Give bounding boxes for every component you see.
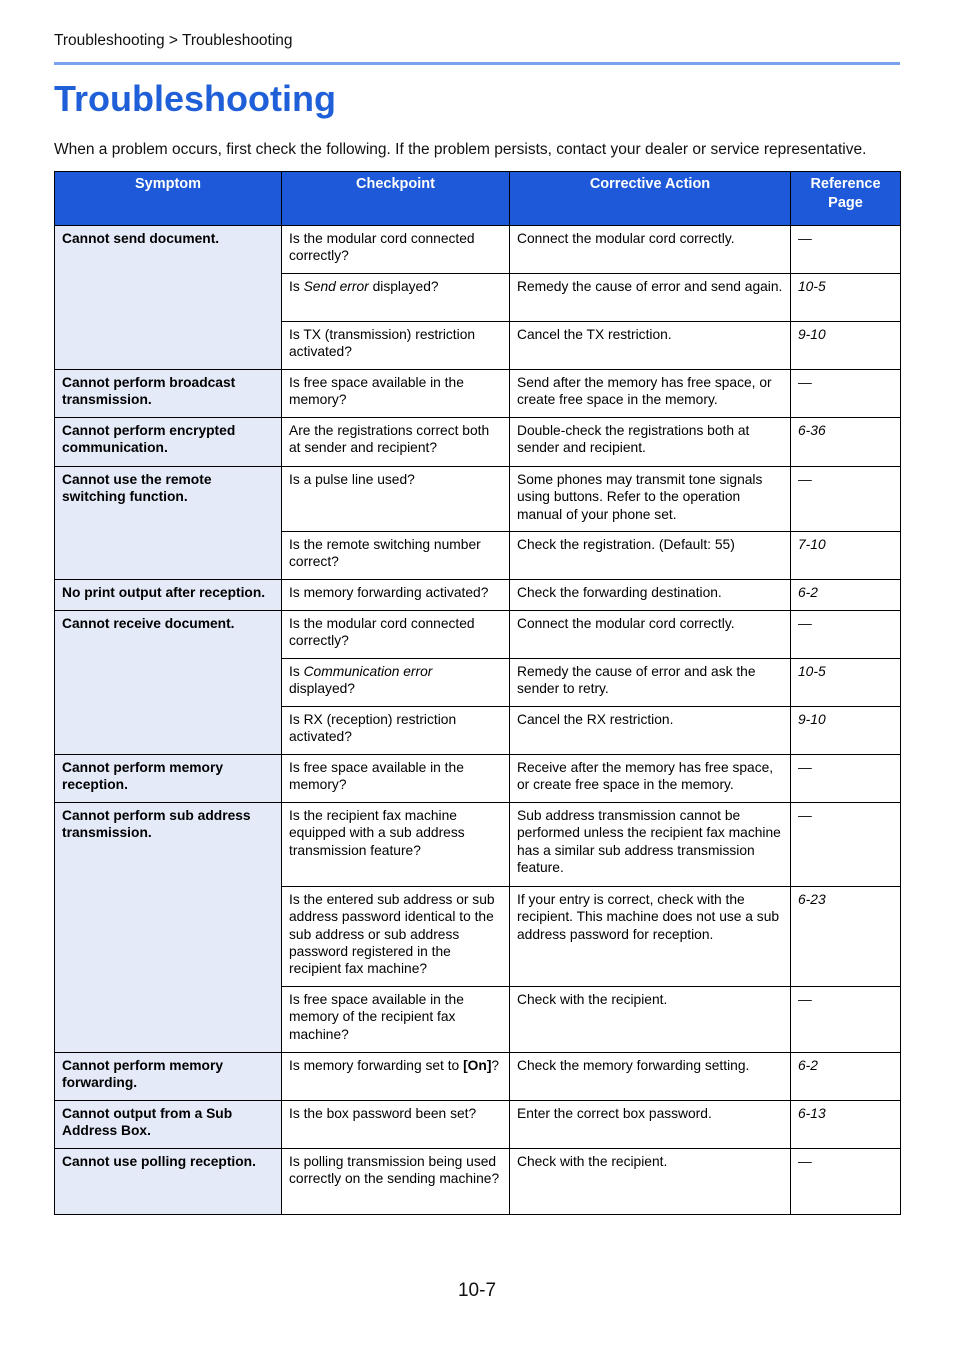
action-cell: Connect the modular cord correctly.: [510, 226, 791, 274]
troubleshooting-table: [54, 171, 901, 1215]
symptom-cell: Cannot receive document.: [55, 611, 282, 755]
checkpoint-cell: Is Send error displayed?: [282, 274, 510, 322]
action-cell: Check with the recipient.: [510, 987, 791, 1053]
table-row: [55, 467, 901, 532]
symptom-cell: Cannot perform memory reception.: [55, 755, 282, 803]
reference-cell: 6-2: [791, 1053, 901, 1101]
reference-cell: —: [791, 1149, 901, 1215]
symptom-cell: No print output after reception.: [55, 580, 282, 611]
action-cell: If your entry is correct, check with the recipient. This machine does not use a sub address password for reception.: [510, 887, 791, 987]
header-divider: [54, 62, 900, 65]
page-number: 10-7: [457, 1280, 497, 1301]
reference-cell: 10-5: [791, 659, 901, 707]
header-symptom: Symptom: [55, 172, 282, 226]
action-cell: Some phones may transmit tone signals using buttons. Refer to the operation manual of your phone set.: [510, 467, 791, 532]
intro-paragraph: When a problem occurs, first check the following. If the problem persists, contact your dealer or service representative.: [54, 141, 867, 158]
action-cell: Check the memory forwarding setting.: [510, 1053, 791, 1101]
table-row: [55, 418, 901, 467]
checkpoint-cell: Is Communication error displayed?: [282, 659, 510, 707]
action-cell: Double-check the registrations both at sender and recipient.: [510, 418, 791, 467]
checkpoint-cell: Is memory forwarding set to [On]?: [282, 1053, 510, 1101]
symptom-cell: Cannot perform encrypted communication.: [55, 418, 282, 467]
table-row: [55, 1149, 901, 1215]
action-cell: Cancel the TX restriction.: [510, 322, 791, 370]
symptom-cell: Cannot perform memory forwarding.: [55, 1053, 282, 1101]
page-title: Troubleshooting: [54, 78, 336, 119]
header-corrective-action: Corrective Action: [510, 172, 791, 226]
checkpoint-cell: Is a pulse line used?: [282, 467, 510, 532]
checkpoint-cell: Are the registrations correct both at sender and recipient?: [282, 418, 510, 467]
checkpoint-cell: Is free space available in the memory?: [282, 370, 510, 418]
table-row: [55, 755, 901, 803]
reference-cell: 7-10: [791, 532, 901, 580]
reference-cell: 6-2: [791, 580, 901, 611]
reference-cell: 6-23: [791, 887, 901, 987]
table-row: [55, 803, 901, 887]
breadcrumb: Troubleshooting > Troubleshooting: [54, 32, 293, 49]
reference-cell: 9-10: [791, 322, 901, 370]
checkpoint-cell: Is free space available in the memory of the recipient fax machine?: [282, 987, 510, 1053]
checkpoint-cell: Is the modular cord connected correctly?: [282, 611, 510, 659]
reference-cell: —: [791, 467, 901, 532]
reference-cell: —: [791, 755, 901, 803]
header-checkpoint: Checkpoint: [282, 172, 510, 226]
symptom-cell: Cannot use the remote switching function.: [55, 467, 282, 580]
symptom-cell: Cannot perform broadcast transmission.: [55, 370, 282, 418]
checkpoint-cell: Is the recipient fax machine equipped with a sub address transmission feature?: [282, 803, 510, 887]
table-header-row: [55, 172, 901, 226]
table-row: [55, 611, 901, 659]
table-row: [55, 370, 901, 418]
table-row: [55, 226, 901, 274]
symptom-cell: Cannot use polling reception.: [55, 1149, 282, 1215]
header-reference-page: Reference Page: [791, 172, 901, 226]
checkpoint-cell: Is free space available in the memory?: [282, 755, 510, 803]
checkpoint-cell: Is the box password been set?: [282, 1101, 510, 1149]
action-cell: Sub address transmission cannot be performed unless the recipient fax machine has a similar sub address transmission feature.: [510, 803, 791, 887]
checkpoint-cell: Is memory forwarding activated?: [282, 580, 510, 611]
reference-cell: 6-13: [791, 1101, 901, 1149]
action-cell: Enter the correct box password.: [510, 1101, 791, 1149]
reference-cell: —: [791, 611, 901, 659]
checkpoint-cell: Is the entered sub address or sub address password identical to the sub address or sub address password registered in the recipient fax machine?: [282, 887, 510, 987]
table-row: [55, 1101, 901, 1149]
action-cell: Remedy the cause of error and send again.: [510, 274, 791, 322]
checkpoint-cell: Is polling transmission being used correctly on the sending machine?: [282, 1149, 510, 1215]
action-cell: Connect the modular cord correctly.: [510, 611, 791, 659]
checkpoint-cell: Is RX (reception) restriction activated?: [282, 707, 510, 755]
reference-cell: 9-10: [791, 707, 901, 755]
table-row: [55, 580, 901, 611]
reference-cell: —: [791, 987, 901, 1053]
action-cell: Receive after the memory has free space, or create free space in the memory.: [510, 755, 791, 803]
reference-cell: 10-5: [791, 274, 901, 322]
action-cell: Check the registration. (Default: 55): [510, 532, 791, 580]
action-cell: Check with the recipient.: [510, 1149, 791, 1215]
reference-cell: —: [791, 803, 901, 887]
reference-cell: —: [791, 226, 901, 274]
action-cell: Send after the memory has free space, or create free space in the memory.: [510, 370, 791, 418]
action-cell: Remedy the cause of error and ask the sender to retry.: [510, 659, 791, 707]
symptom-cell: Cannot perform sub address transmission.: [55, 803, 282, 1053]
symptom-cell: Cannot output from a Sub Address Box.: [55, 1101, 282, 1149]
action-cell: Check the forwarding destination.: [510, 580, 791, 611]
symptom-cell: Cannot send document.: [55, 226, 282, 370]
checkpoint-cell: Is the modular cord connected correctly?: [282, 226, 510, 274]
action-cell: Cancel the RX restriction.: [510, 707, 791, 755]
reference-cell: 6-36: [791, 418, 901, 467]
checkpoint-cell: Is TX (transmission) restriction activated?: [282, 322, 510, 370]
checkpoint-cell: Is the remote switching number correct?: [282, 532, 510, 580]
table-row: [55, 1053, 901, 1101]
reference-cell: —: [791, 370, 901, 418]
